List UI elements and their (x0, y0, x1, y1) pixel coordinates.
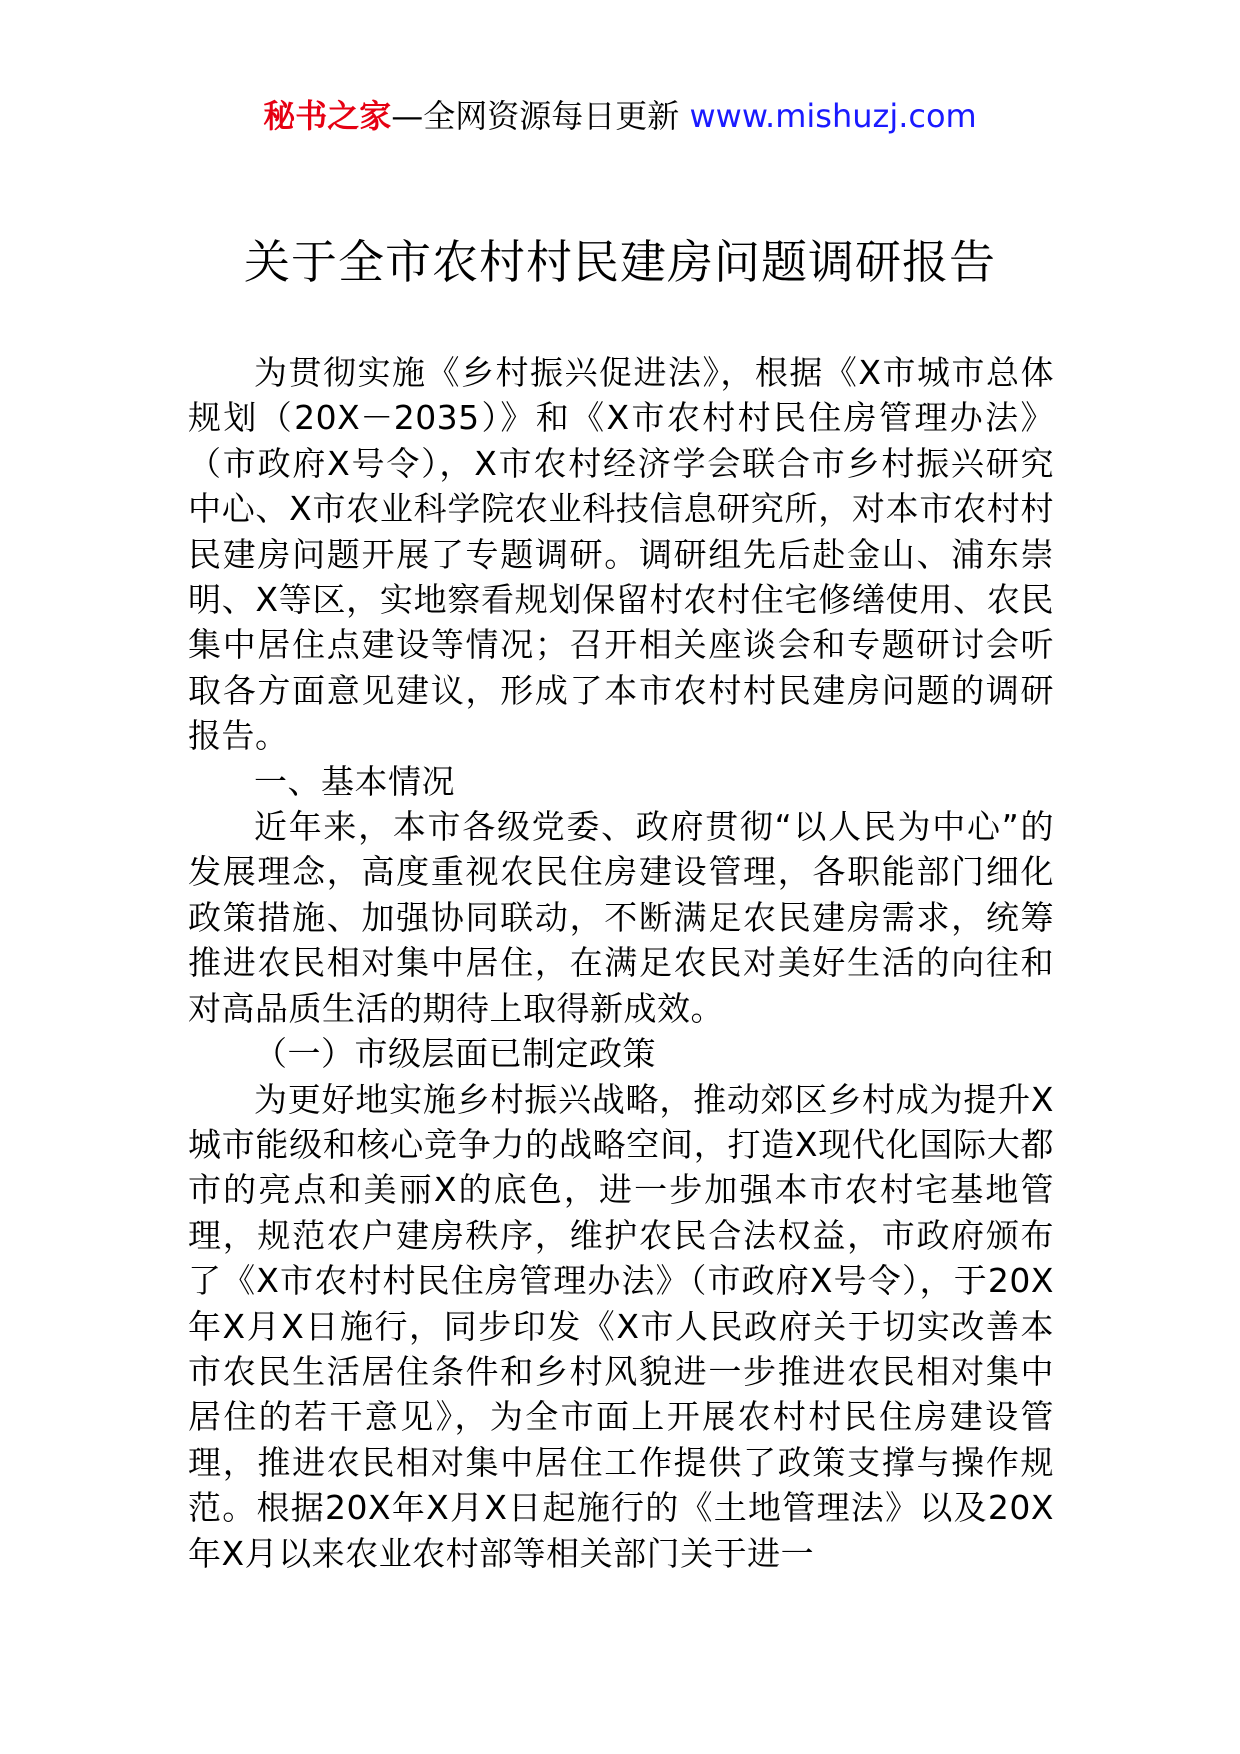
section-heading-basic-situation: 一、基本情况 (254, 761, 455, 801)
site-banner (0, 96, 1240, 136)
document-title: 关于全市农村村民建房问题调研报告 (244, 235, 996, 289)
document-body (188, 350, 1054, 1576)
site-url-link[interactable]: www.mishuzj.com (689, 97, 977, 135)
basic-situation-paragraph: 近年来，本市各级党委、政府贯彻“以人民为中心”的发展理念，高度重视农民住房建设管理，各职能部门细化政策措施、加强协同联动，不断满足农民建房需求，统筹推进农民相对集中居住，在满足农民对美好生活的向往和对高品质生活的期待上取得新成效。 (188, 807, 1054, 1028)
subsection-heading-city-policy: （一）市级层面已制定政策 (254, 1034, 656, 1074)
city-policy-paragraph: 为更好地实施乡村振兴战略，推动郊区乡村成为提升X城市能级和核心竞争力的战略空间，打造X现代化国际大都市的亮点和美丽X的底色，进一步加强本市农村宅基地管理，规范农户建房秩序，维护农民合法权益，市政府颁布了《X市农村村民住房管理办法》（市政府X号令），于20X年X月X日施行，同步印发《X市人民政府关于切实改善本市农民生活居住条件和乡村风貌进一步推进农民相对集中居住的若干意见》，为全市面上开展农村村民住房建设管理，推进农民相对集中居住工作提供了政策支撑与操作规范。根据20X年X月X日起施行的《土地管理法》以及20X年X月以来农业农村部等相关部门关于进一 (188, 1079, 1054, 1573)
intro-paragraph: 为贯彻实施《乡村振兴促进法》，根据《X市城市总体规划（20X－2035）》和《X市农村村民住房管理办法》（市政府X号令），X市农村经济学会联合市乡村振兴研究中心、X市农业科学院农业科技信息研究所，对本市农村村民建房问题开展了专题调研。调研组先后赴金山、浦东崇明、X等区，实地察看规划保留村农村住宅修缮使用、农民集中居住点建设等情况；召开相关座谈会和专题研讨会听取各方面意见建议，形成了本市农村村民建房问题的调研报告。 (188, 353, 1054, 756)
site-slogan: —全网资源每日更新 (391, 97, 690, 135)
brand-name: 秘书之家 (263, 97, 392, 135)
